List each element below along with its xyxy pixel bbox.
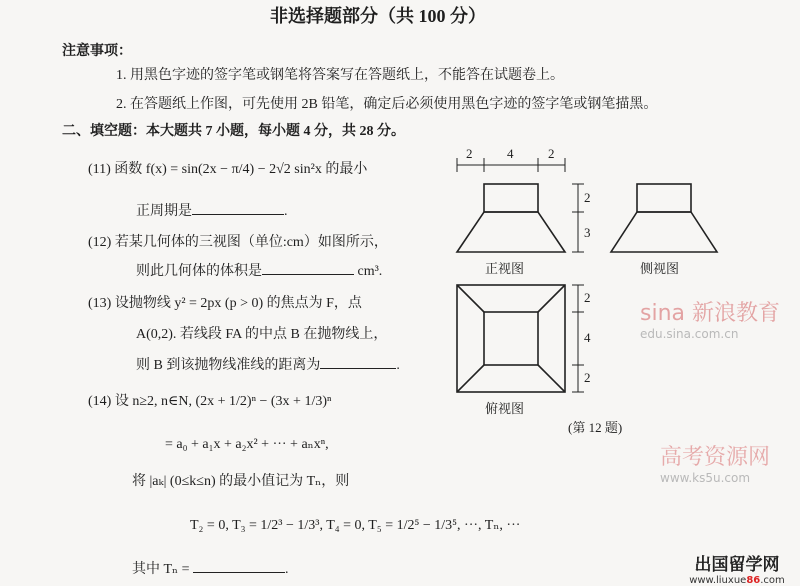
dim-label: 4 xyxy=(584,330,591,345)
front-view-label: 正视图 xyxy=(485,261,525,276)
dim-label: 3 xyxy=(584,225,591,240)
dim-label: 2 xyxy=(584,190,591,205)
q14-line3: 将 |aₖ| (0≤k≤n) 的最小值记为 Tₙ，则 xyxy=(132,474,350,489)
q11-line2: 正周期是 . xyxy=(136,204,288,219)
figure-caption: (第 12 题) xyxy=(568,420,623,435)
q13-line2: A(0,2). 若线段 FA 的中点 B 在抛物线上， xyxy=(136,327,388,342)
q13-line3: 则 B 到该抛物线准线的距离为 . xyxy=(136,358,400,373)
plan-view-inner xyxy=(484,312,538,365)
q12-line2: 则此几何体的体积是 cm³. xyxy=(136,264,383,279)
dim-label: 2 xyxy=(584,290,591,305)
watermark-sina: sina 新浪教育 edu.sina.com.cn xyxy=(640,301,780,341)
watermark-ks5u: 高考资源网 www.ks5u.com xyxy=(660,445,771,485)
q14-line1: (14) 设 n≥2, n∈N, (2x + 1/2)ⁿ − (3x + 1/3)ⁿ xyxy=(88,394,332,409)
dim-label: 2 xyxy=(466,146,473,161)
q13-line1: (13) 设抛物线 y² = 2px (p > 0) 的焦点为 F，点 xyxy=(88,296,362,311)
q14-line5: 其中 Tₙ = . xyxy=(132,562,289,577)
section-heading: 二、填空题：本大题共 7 小题，每小题 4 分，共 28 分。 xyxy=(62,124,405,139)
site-logo: 出国留学网 www.liuxue86.com xyxy=(689,555,785,586)
note-item: 1. 用黑色字迹的签字笔或钢笔将答案写在答题纸上，不能答在试题卷上。 xyxy=(116,68,564,83)
side-view-top-rect xyxy=(637,184,691,212)
q11-line1: (11) 函数 f(x) = sin(2x − π/4) − 2√2 sin²x 的最小 xyxy=(88,162,368,177)
side-view-label: 侧视图 xyxy=(640,261,680,276)
q12-line1: (12) 若某几何体的三视图（单位:cm）如图所示， xyxy=(88,235,388,250)
front-view-top-rect xyxy=(484,184,538,212)
front-view-trapezoid xyxy=(457,212,565,252)
page-title: 非选择题部分（共 100 分） xyxy=(270,6,486,26)
plan-view-label: 俯视图 xyxy=(485,401,525,416)
dim-label: 2 xyxy=(584,370,591,385)
dim-label: 4 xyxy=(507,146,514,161)
q14-line4: T₂ = 0, T₃ = 1/2³ − 1/3³, T₄ = 0, T₅ = 1/2⁵ − 1/3⁵, ···, Tₙ, ··· xyxy=(190,518,521,533)
q14-line2: = a₀ + a₁x + a₂x² + ··· + aₙxⁿ, xyxy=(165,437,329,452)
notes-heading: 注意事项： xyxy=(62,44,132,59)
side-view-trapezoid xyxy=(611,212,717,252)
note-item: 2. 在答题纸上作图，可先使用 2B 铅笔，确定后必须使用黑色字迹的签字笔或钢笔描黑。 xyxy=(116,97,658,112)
dim-label: 2 xyxy=(548,146,555,161)
